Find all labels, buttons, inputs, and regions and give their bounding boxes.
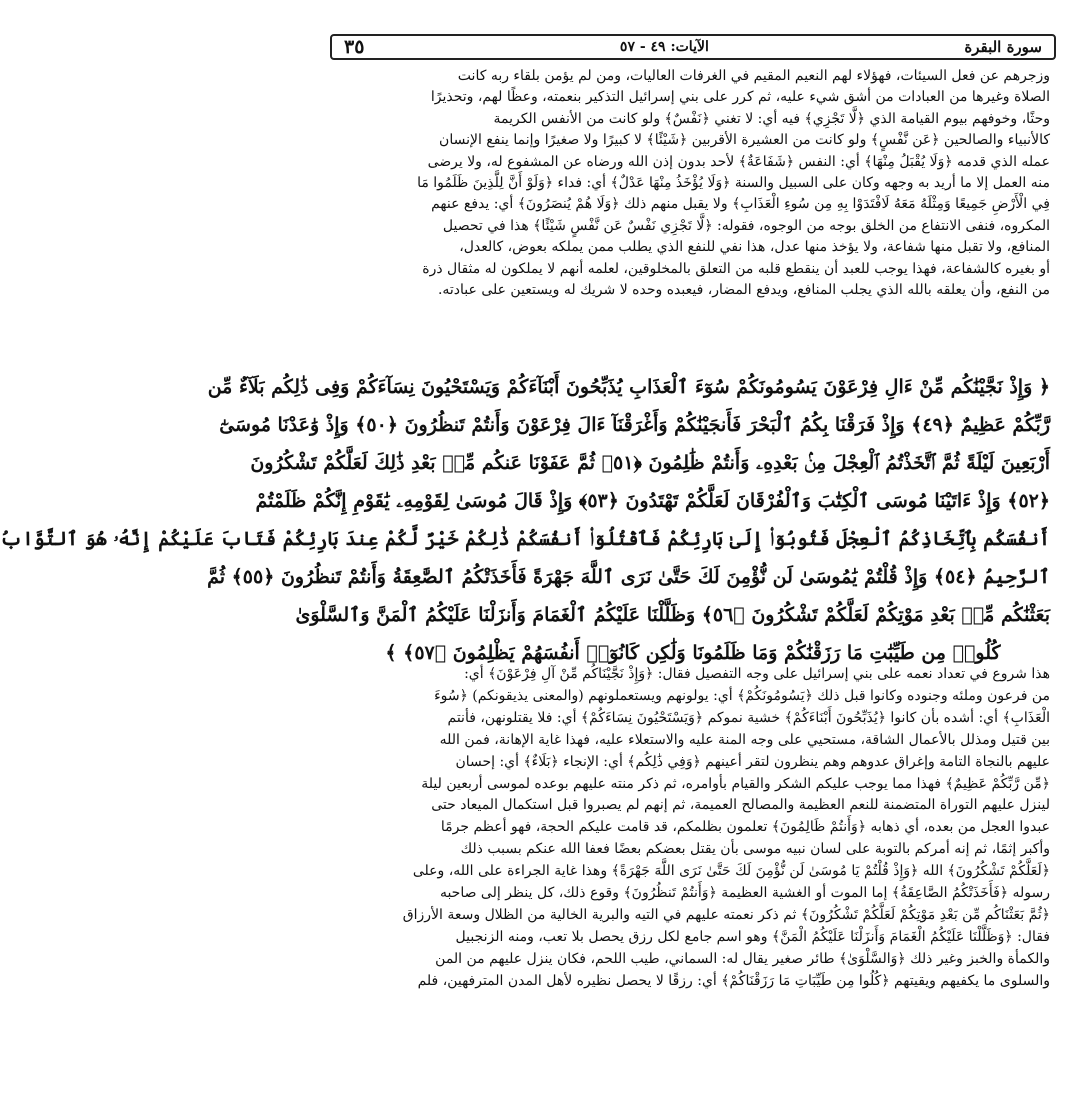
text-line: وأكبر إثمًا، ثم إنه أمركم بالتوبة على لسان نبيه موسى بأن يقتل بعضكم بعضًا فعفا الله عنكم بسبب ذلك bbox=[460, 841, 1050, 858]
text-line: المكروه، فنفى الانتفاع من الخلق بوجه من الوجوه، فقوله: ﴿لَّا تَجْزِي نَفْسٌ عَن نَّفْسٍ شَيْئًا﴾ هذا في تحصيل bbox=[442, 217, 1050, 234]
text-line: الصلاة وغيرها من العبادات من أشق شيء عليه، ثم كرر على بني إسرائيل التذكير بنعمته، وعظًا لهم، وتحذيرًا bbox=[430, 89, 1050, 106]
text-line: والسلوى ما يكفيهم ويقيتهم ﴿كُلُوا مِن طَيِّبَاتِ مَا رَزَقْنَاكُمْ﴾ أي: رزقًا لا يحصل نظيره لأهل المدن المترفهين، فلم bbox=[417, 972, 1050, 989]
text-line: كالأنبياء والصالحين ﴿عَن نَّفْسٍ﴾ ولو كانت من العشيرة الأقربين ﴿شَيْئًا﴾ لا كبيرًا ولا صغيرًا وإنما ينفع الإنسان bbox=[439, 132, 1050, 149]
verse-line: بَعَثْنَٰكُم مِّنۢ بَعْدِ مَوْتِكُمْ لَعَلَّكُمْ تَشْكُرُونَ ﴿٥٦﴾ وَظَلَّلْنَا عَلَيْكُمُ ٱلْغَمَامَ وَأَنزَلْنَا عَلَيْكُمُ ٱلْمَنَّ وَٱلسَّلْوَىٰ bbox=[295, 604, 1050, 626]
verse-line: ﴿ وَإِذْ نَجَّيْنَٰكُم مِّنْ ءَالِ فِرْعَوْنَ يَسُومُونَكُمْ سُوٓءَ ٱلْعَذَابِ يُذَبِّحُونَ أَبْنَآءَكُمْ وَيَسْتَحْيُونَ نِسَآءَكُمْ وَفِى ذَٰلِكُم بَلَآءٌ مِّن bbox=[207, 376, 1050, 398]
page-number: ٣٥ bbox=[344, 36, 365, 58]
text-line: ﴿ثُمَّ بَعَثْنَاكُم مِّن بَعْدِ مَوْتِكُمْ لَعَلَّكُمْ تَشْكُرُونَ﴾ ثم ذكر نعمته عليهم في التيه والبرية الخالية من الظلال وسعة الأرزاق bbox=[402, 906, 1050, 923]
tafsir-paragraph bbox=[336, 664, 1050, 993]
verse-line: رَّبِّكُمْ عَظِيمٌ ﴿٤٩﴾ وَإِذْ فَرَقْنَا بِكُمُ ٱلْبَحْرَ فَأَنجَيْنَٰكُمْ وَأَغْرَقْنَآ ءَالَ فِرْعَوْنَ وَأَنتُمْ تَنظُرُونَ ﴿٥٠﴾ وَإِذْ وَٰعَدْنَا مُوسَىٰٓ bbox=[219, 414, 1050, 436]
page-header bbox=[330, 34, 1056, 60]
verse-line: كُلُوا۟ مِن طَيِّبَٰتِ مَا رَزَقْنَٰكُمْ وَمَا ظَلَمُونَا وَلَٰكِن كَانُوٓا۟ أَنفُسَهُمْ يَظْلِمُونَ ﴿٥٧﴾ ﴾ bbox=[385, 642, 1001, 664]
text-line: ﴿لَعَلَّكُمْ تَشْكُرُونَ﴾ الله ﴿وَإِذْ قُلْتُمْ يَا مُوسَىٰ لَن نُّؤْمِنَ لَكَ حَتَّىٰ نَرَى اللَّهَ جَهْرَةً﴾ وهذا غاية الجراءة على الله، وعلى bbox=[412, 863, 1050, 880]
text-line: ﴿مِّن رَّبِّكُمْ عَظِيمٌ﴾ فهذا مما يوجب عليكم الشكر والقيام بأوامره، ثم ذكر منته عليهم بوعده لموسى أربعين ليلة bbox=[421, 775, 1050, 792]
text-line: بين قتيل ومذلل بالأعمال الشاقة، مستحيي على وجه المنة عليه والاستعلاء عليه، فهذا غاية الإهانة، فمن الله bbox=[439, 731, 1050, 748]
text-line: رسوله ﴿فَأَخَذَتْكُمُ الصَّاعِقَةُ﴾ إما الموت أو الغشية العظيمة ﴿وَأَنتُمْ تَنظُرُونَ﴾ وقوع ذلك، كل ينظر إلى صاحبه bbox=[439, 885, 1050, 902]
text-line: هذا شروع في تعداد نعمه على بني إسرائيل على وجه التفصيل فقال: ﴿وَإِذْ نَجَّيْنَاكُم مِّنْ آلِ فِرْعَوْنَ﴾ أي: bbox=[464, 666, 1050, 682]
text-line: منه العمل إلا ما أريد به وجهه وكان على السبيل والسنة ﴿وَلَا يُؤْخَذُ مِنْهَا عَدْلٌ﴾ أي: فداء ﴿وَلَوْ أَنَّ لِلَّذِينَ ظَلَمُوا مَا bbox=[417, 175, 1050, 192]
ayat-range: الآيات: ٤٩ - ٥٧ bbox=[619, 39, 709, 55]
intro-paragraph bbox=[336, 66, 1050, 301]
verse-line: أَرْبَعِينَ لَيْلَةً ثُمَّ ٱتَّخَذْتُمُ ٱلْعِجْلَ مِنۢ بَعْدِهِۦ وَأَنتُمْ ظَٰلِمُونَ ﴿٥١﴾ ثُمَّ عَفَوْنَا عَنكُم مِّنۢ بَعْدِ ذَٰلِكَ لَعَلَّكُمْ تَشْكُرُونَ bbox=[250, 452, 1050, 474]
text-line: وحثًا، وخوفهم بيوم القيامة الذي ﴿لَّا تَجْزِي﴾ فيه أي: لا تغني ﴿نَفْسٌ﴾ ولو كانت من الأنفس الكريمة bbox=[493, 110, 1050, 127]
verse-line: ﴿٥٢﴾ وَإِذْ ءَاتَيْنَا مُوسَى ٱلْكِتَٰبَ وَٱلْفُرْقَانَ لَعَلَّكُمْ تَهْتَدُونَ ﴿٥٣﴾ وَإِذْ قَالَ مُوسَىٰ لِقَوْمِهِۦ يَٰقَوْمِ إِنَّكُمْ ظَلَمْتُمْ bbox=[255, 490, 1050, 512]
text-line: عبدوا العجل من بعده، أي ذهابه ﴿وَأَنتُمْ ظَالِمُونَ﴾ تعلمون بظلمكم، قد قامت عليكم الحجة، فهو أعظم جرمًا bbox=[440, 819, 1050, 836]
text-line: لينزل عليهم التوراة المتضمنة للنعم العظيمة والمصالح العميمة، ثم إنهم لم يصبروا قبل استكمال الميعاد حتى bbox=[431, 797, 1050, 814]
text-line: فقال: ﴿وَظَلَّلْنَا عَلَيْكُمُ الْغَمَامَ وَأَنزَلْنَا عَلَيْكُمُ الْمَنَّ﴾ وهو اسم جامع لكل رزق يحصل بلا تعب، ومنه الزنجبيل bbox=[455, 928, 1050, 945]
text-line: فِي الْأَرْضِ جَمِيعًا وَمِثْلَهُ مَعَهُ لَافْتَدَوْا بِهِ مِن سُوءِ الْعَذَابِ﴾ ولا يقبل منهم ذلك ﴿وَلَا هُمْ يُنصَرُونَ﴾ أي: يدفع عنهم bbox=[431, 196, 1050, 213]
text-line: من النفع، وأن يعلقه بالله الذي يجلب المنافع، ويدفع المضار، فيعبده وحده لا شريك له ويستعين على عبادته. bbox=[437, 282, 1050, 299]
text-line: من فرعون وملئه وجنوده وكانوا قبل ذلك ﴿يَسُومُونَكُمْ﴾ أي: يولونهم ويستعملونهم (والمعنى يذيقونكم) ﴿سُوءَ bbox=[434, 687, 1050, 704]
text-line: المنافع، ولا تقبل منها شفاعة، ولا يؤخذ منها عدل، هذا نفي للنفع الذي يطلب ممن يملكه بعوض، كالعدل، bbox=[459, 239, 1050, 256]
text-line: أو بغيره كالشفاعة، فهذا يوجب للعبد أن ينقطع قلبه من التعلق بالمخلوقين، لعلمه أنهم لا يملكون له مثقال ذرة bbox=[422, 260, 1050, 277]
text-line: وزجرهم عن فعل السيئات، فهؤلاء لهم النعيم المقيم في الغرفات العاليات، ومن لم يؤمن بلقاء ربه كانت bbox=[457, 68, 1050, 84]
text-line: عليهم بالنجاة التامة وإغراق عدوهم وهم ينظرون لتقر أعينهم ﴿وَفِي ذَٰلِكُم﴾ أي: الإنجاء ﴿بَلَاءٌ﴾ أي: إحسان bbox=[455, 753, 1050, 770]
verse-line: ٱلرَّحِيمُ ﴿٥٤﴾ وَإِذْ قُلْتُمْ يَٰمُوسَىٰ لَن نُّؤْمِنَ لَكَ حَتَّىٰ نَرَى ٱللَّهَ جَهْرَةً فَأَخَذَتْكُمُ ٱلصَّٰعِقَةُ وَأَنتُمْ تَنظُرُونَ ﴿٥٥﴾ ثُمَّ bbox=[207, 566, 1050, 588]
text-line: والكمأة والخبز وغير ذلك ﴿وَالسَّلْوَىٰ﴾ طائر صغير يقال له: السماني، طيب اللحم، فكان ينزل عليهم من المن bbox=[435, 950, 1050, 967]
text-line: الْعَذَابِ﴾ أي: أشده بأن كانوا ﴿يُذَبِّحُونَ أَبْنَاءَكُمْ﴾ خشية نموكم ﴿وَيَسْتَحْيُونَ نِسَاءَكُمْ﴾ أي: فلا يقتلونهن، فأنتم bbox=[447, 709, 1050, 726]
verse-line: أَنفُسَكُم بِٱتِّخَاذِكُمُ ٱلْعِجْلَ فَتُوبُوٓا۟ إِلَىٰ بَارِئِكُمْ فَٱقْتُلُوٓا۟ أَنفُسَكُمْ ذَٰلِكُمْ خَيْرٌ لَّكُمْ عِندَ بَارِئِكُمْ فَتَابَ عَلَيْكُمْ إِنَّهُۥ هُوَ ٱلتَّوَّابُ bbox=[0, 528, 1050, 550]
surah-title: سورة البقرة bbox=[964, 38, 1042, 56]
quran-verses-block bbox=[0, 368, 1050, 664]
text-line: عمله الذي قدمه ﴿وَلَا يُقْبَلُ مِنْهَا﴾ أي: النفس ﴿شَفَاعَةٌ﴾ لأحد بدون إذن الله ورضاه عن المشفوع له، ولا يرضى bbox=[427, 153, 1050, 170]
